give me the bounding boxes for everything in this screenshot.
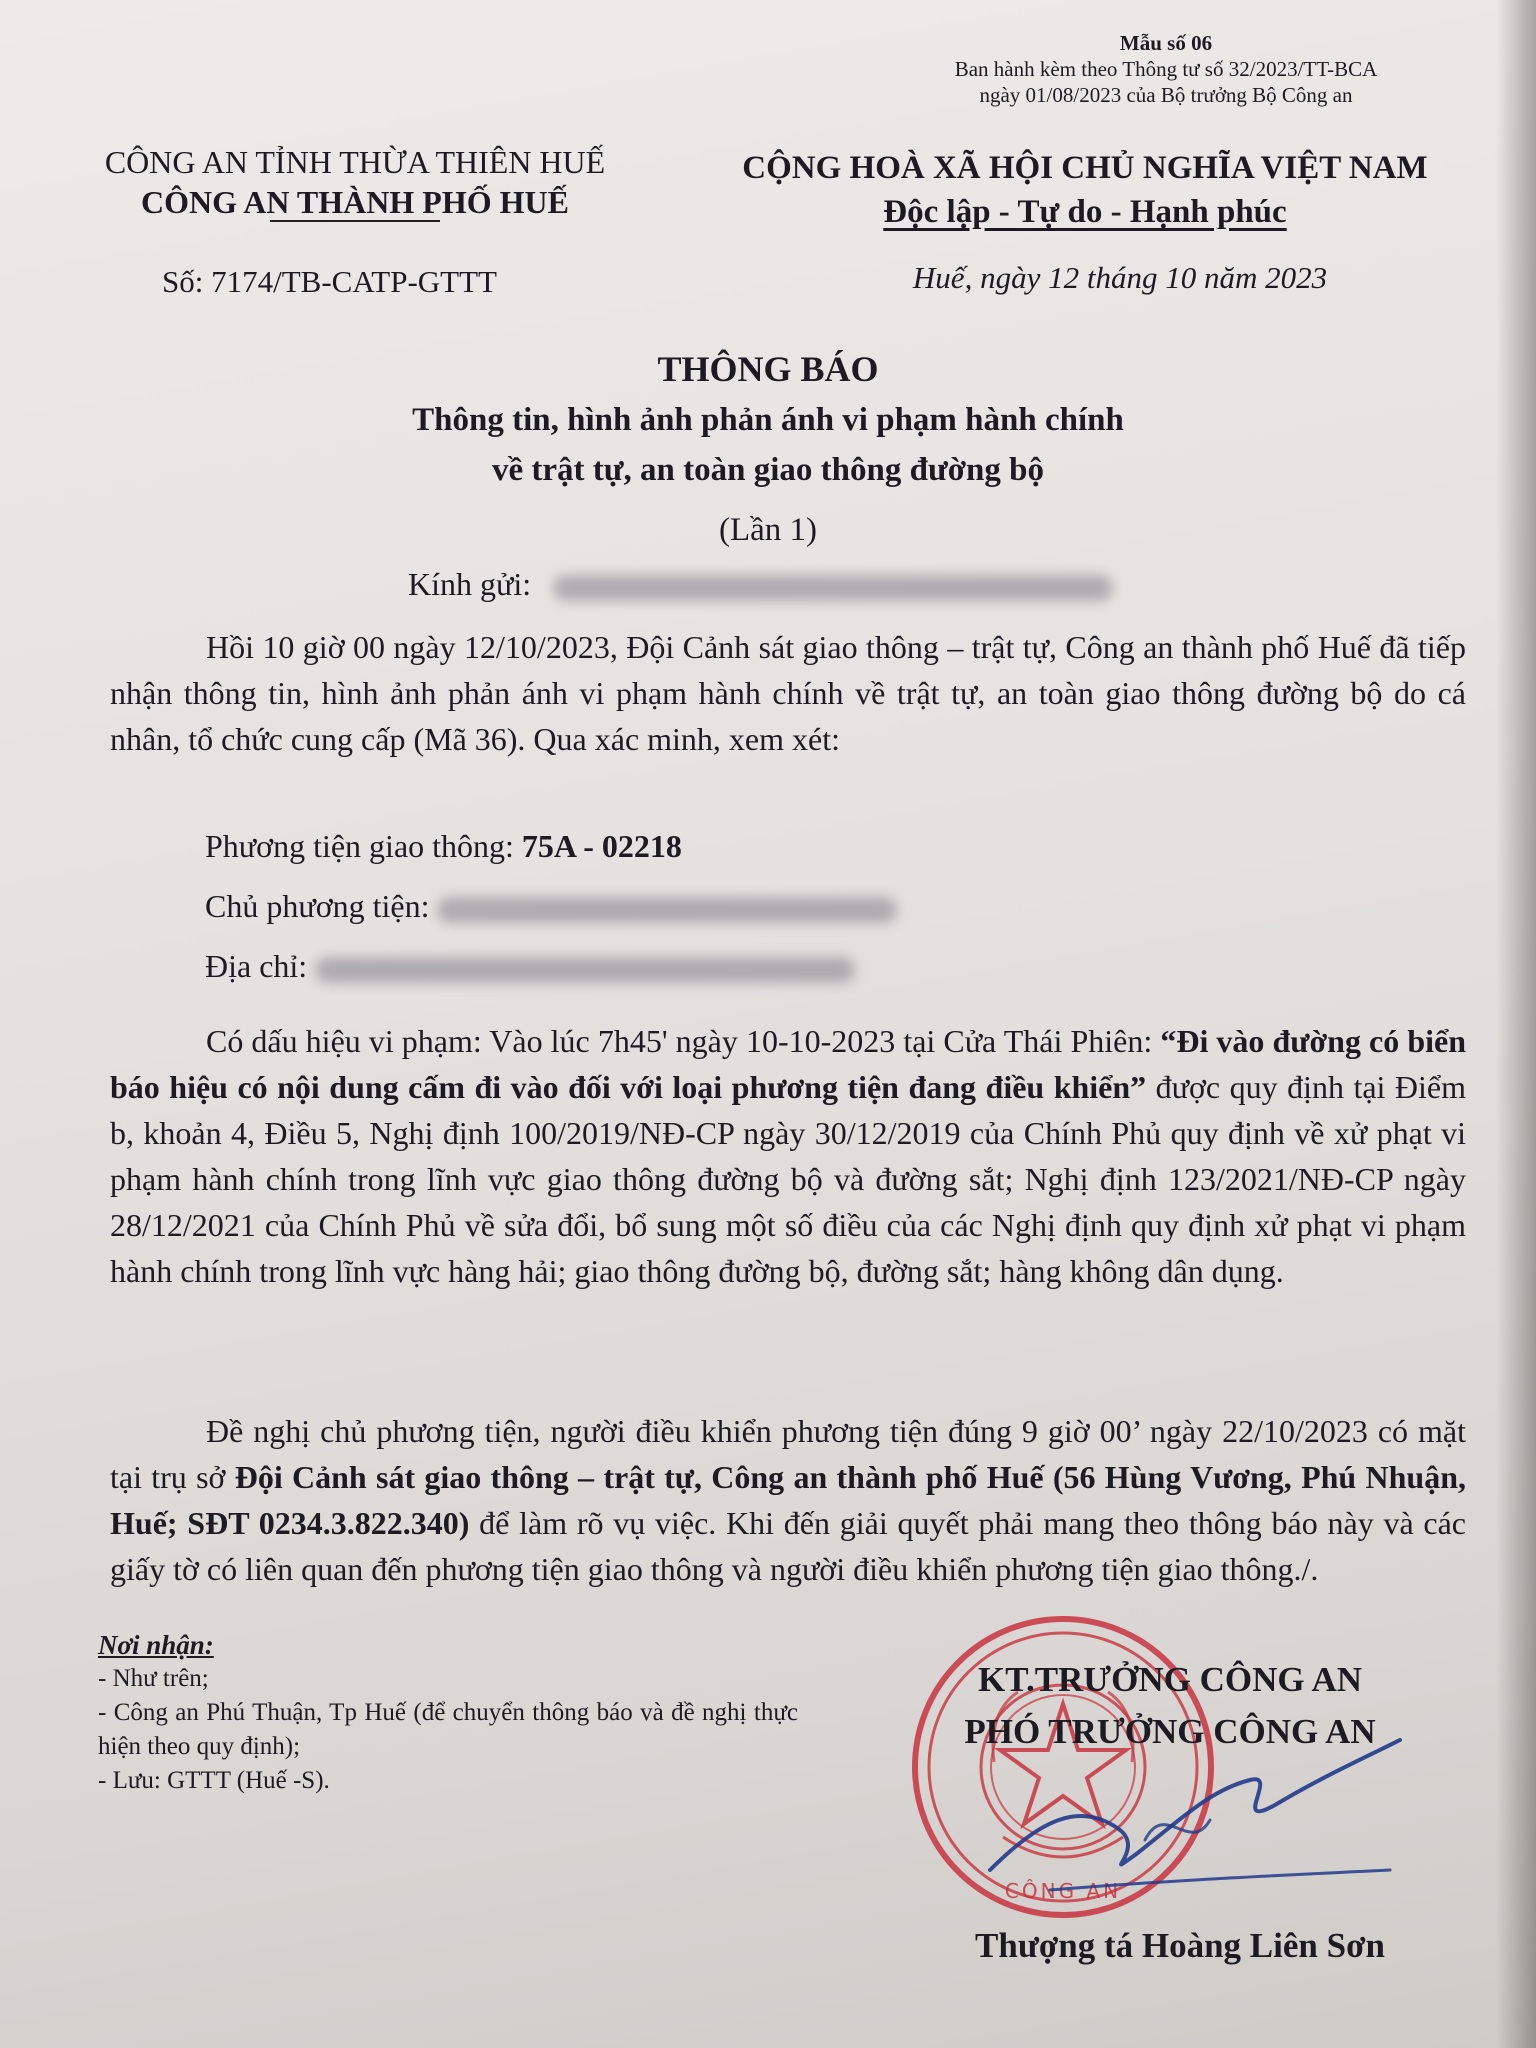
document-number: Số: 7174/TB-CATP-GTTT bbox=[162, 264, 497, 299]
recipient-item: - Lưu: GTTT (Huế -S). bbox=[98, 1767, 330, 1794]
vehicle-label: Phương tiện giao thông: bbox=[205, 828, 522, 864]
nation-name: CỘNG HOÀ XÃ HỘI CHỦ NGHĨA VIỆT NAM bbox=[742, 150, 1428, 186]
document-date: Huế, ngày 12 tháng 10 năm 2023 bbox=[912, 260, 1328, 295]
address-field bbox=[205, 948, 855, 985]
address-label: Địa chỉ: bbox=[205, 948, 316, 984]
document-round: (Lần 1) bbox=[718, 512, 818, 548]
request-office: Đội Cảnh sát giao thông – trật tự, Công an thành phố Huế (56 Hùng Vương, Phú Nhuận, Huế; SĐT 0234.3.822.340) bbox=[110, 1459, 1467, 1541]
document-title: THÔNG BÁO bbox=[657, 349, 879, 389]
recipient-item: - Công an Phú Thuận, Tp Huế (để chuyển thông báo và đề nghị thực hiện theo quy định); bbox=[98, 1699, 798, 1760]
paragraph-request bbox=[110, 1408, 1466, 1592]
nation-motto: Độc lập - Tự do - Hạnh phúc bbox=[883, 194, 1287, 230]
form-issued-by: Ban hành kèm theo Thông tư số 32/2023/TT-BCA bbox=[954, 57, 1378, 81]
form-issued-date: ngày 01/08/2023 của Bộ trưởng Bộ Công an bbox=[979, 83, 1353, 107]
request-text-2: để làm rõ vụ việc. Khi đến giải quyết phải mang theo thông báo này và các giấy tờ có liên quan đến phương tiện giao thông và người điều khiển phương tiện giao thông./. bbox=[110, 1505, 1467, 1587]
issuer-city: CÔNG AN THÀNH PHỐ HUẾ bbox=[141, 184, 569, 220]
page-edge-shadow bbox=[1496, 0, 1536, 2048]
redacted-owner bbox=[437, 897, 897, 923]
handwritten-signature bbox=[930, 1680, 1470, 1920]
signature-line-1: KT.TRƯỞNG CÔNG AN bbox=[977, 1660, 1363, 1699]
nation-header bbox=[690, 146, 1480, 234]
recipients-heading: Nơi nhận: bbox=[98, 1630, 214, 1660]
signature-line-2: PHÓ TRƯỞNG CÔNG AN bbox=[964, 1712, 1376, 1751]
recipient-item: - Như trên; bbox=[98, 1665, 209, 1692]
issuer-province: CÔNG AN TỈNH THỪA THIÊN HUẾ bbox=[104, 144, 606, 180]
issuer-header bbox=[70, 142, 640, 222]
violation-intro: Có dấu hiệu vi phạm: Vào lúc 7h45' ngày 10-10-2023 tại Cửa Thái Phiên: bbox=[206, 1023, 1161, 1059]
recipients-block bbox=[98, 1628, 798, 1798]
document-subtitle-2: về trật tự, an toàn giao thông đường bộ bbox=[491, 452, 1044, 488]
redacted-address bbox=[315, 957, 855, 983]
paragraph-violation bbox=[110, 1018, 1466, 1294]
seal-text: CÔNG AN bbox=[1004, 1879, 1122, 1903]
signer-name: Thượng tá Hoàng Liên Sơn bbox=[975, 1926, 1385, 1965]
violation-legal-basis: được quy định tại Điểm b, khoản 4, Điều 5, Nghị định 100/2019/NĐ-CP ngày 30/12/2019 của Chính Phủ quy định về xử phạt vi phạm hành chính trong lĩnh vực giao thông đường bộ và đường sắt; Nghị định 123/2021/NĐ-CP ngày 28/12/2021 của Chính Phủ về sửa đổi, bổ sung một số điều của các Nghị định quy định xử phạt vi phạm hành chính trong lĩnh vực hàng hải; giao thông đường bộ, đường sắt; hàng không dân dụng. bbox=[110, 1069, 1467, 1289]
paragraph-intro: Hồi 10 giờ 00 ngày 12/10/2023, Đội Cảnh sát giao thông – trật tự, Công an thành phố Huế đã tiếp nhận thông tin, hình ảnh phản ánh vi phạm hành chính về trật tự, an toàn giao thông đường bộ do cá nhân, tổ chức cung cấp (Mã 36). Qua xác minh, xem xét: bbox=[110, 629, 1466, 757]
request-text-1: Đề nghị chủ phương tiện, người điều khiển phương tiện đúng 9 giờ 00’ ngày 22/10/2023 có mặt tại trụ sở bbox=[110, 1413, 1466, 1495]
recipient-label: Kính gửi: bbox=[408, 566, 532, 602]
redacted-recipient bbox=[553, 575, 1113, 601]
violation-quote: “Đi vào đường có biển báo hiệu có nội dung cấm đi vào đối với loại phương tiện đang điều khiển” bbox=[110, 1023, 1467, 1105]
owner-label: Chủ phương tiện: bbox=[205, 888, 438, 924]
owner-field bbox=[205, 888, 897, 925]
document-subtitle-1: Thông tin, hình ảnh phản ánh vi phạm hành chính bbox=[412, 402, 1124, 438]
form-note bbox=[906, 30, 1426, 108]
vehicle-plate: 75A - 02218 bbox=[521, 828, 682, 864]
vehicle-field bbox=[205, 828, 682, 865]
form-number: Mẫu số 06 bbox=[1119, 31, 1213, 55]
recipient-line bbox=[408, 566, 1113, 603]
